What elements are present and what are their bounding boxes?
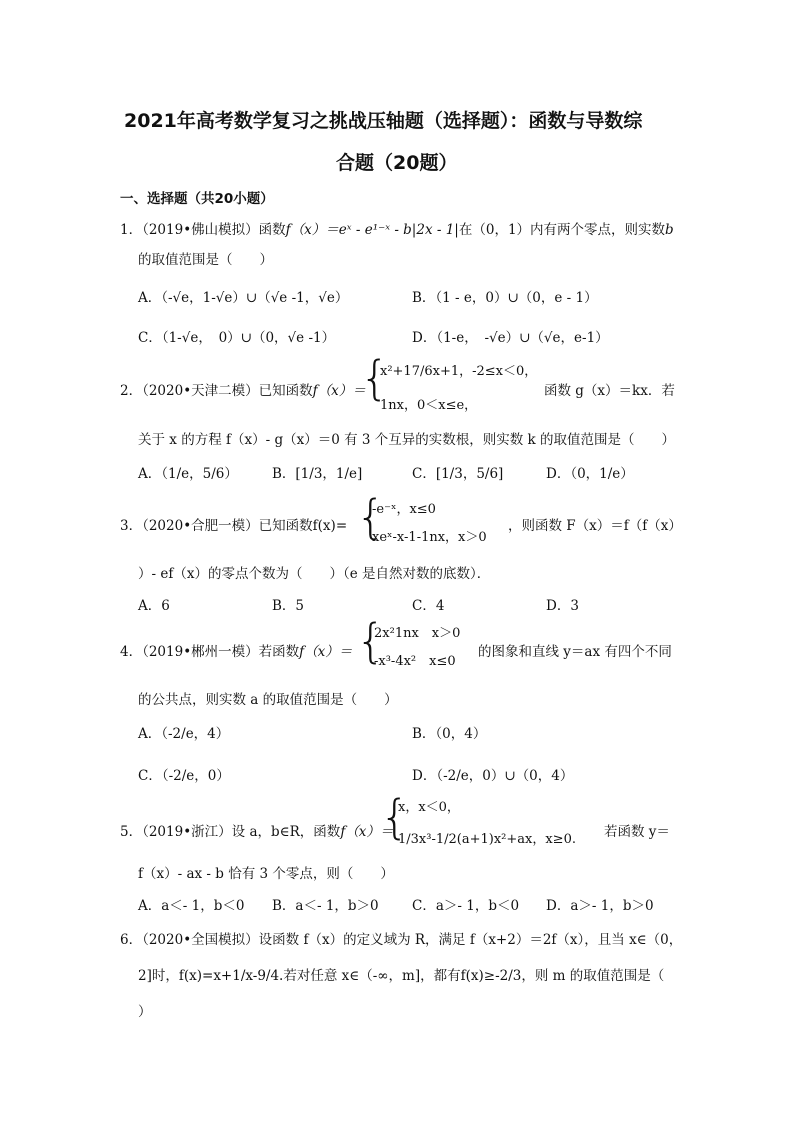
- question-6-line2: [138, 964, 664, 984]
- question-text: 设 a，b∈R，函数: [231, 824, 341, 840]
- option-a: A．a＜- 1，b＜0: [138, 898, 245, 914]
- page-title-line1: 2021年高考数学复习之挑战压轴题（选择题）：函数与导数综: [124, 110, 643, 132]
- question-text: ，则函数 F（x）＝f（f（x）: [508, 518, 682, 534]
- question-source: （2019•郴州一模）: [142, 644, 259, 660]
- piecewise-case-1: -e⁻ˣ，x≤0: [372, 502, 436, 517]
- option-d: D．（1-e， -√e）∪（√e，e-1）: [412, 330, 609, 346]
- option-d: D．a＞- 1，b＞0: [546, 898, 654, 914]
- piecewise-brace: {: [356, 614, 386, 668]
- question-number: 1．: [120, 222, 143, 238]
- variable: b: [665, 222, 674, 238]
- option-a: A．（-2/e，4）: [138, 726, 230, 742]
- question-text: 已知函数: [258, 518, 313, 534]
- option-a: A．（1/e，5/6）: [138, 466, 238, 482]
- question-1: [120, 218, 674, 238]
- question-number: 5．: [120, 824, 143, 840]
- option-c: C．[1/3，5/6]: [412, 466, 504, 482]
- question-3: [120, 514, 347, 534]
- piecewise-brace: {: [360, 351, 390, 405]
- function-expression: f(x)=: [312, 518, 348, 534]
- option-a: A．6: [138, 598, 170, 614]
- piecewise-case-2: 1nx，0＜x≤e，: [380, 398, 478, 413]
- piecewise-case-2: xeˣ-x-1-1nx，x＞0: [372, 530, 487, 545]
- option-a: A．（-√e，1-√e）∪（√e -1，√e）: [138, 290, 349, 306]
- question-6: [120, 928, 682, 948]
- question-text: .若对任意 x∈（-∞，m]，都有: [279, 968, 461, 984]
- option-c: C．a＞- 1，b＜0: [412, 898, 520, 914]
- question-text: 函数 g（x）＝kx．若: [544, 383, 675, 399]
- option-d: D．3: [546, 598, 579, 614]
- question-text: ，则 m 的取值范围是（: [521, 968, 665, 984]
- piecewise-brace: {: [380, 790, 410, 844]
- option-c: C．4: [412, 598, 445, 614]
- question-source: （2019•佛山模拟）: [142, 222, 259, 238]
- question-text: 2]时，: [138, 968, 179, 984]
- question-text: 函数: [258, 222, 286, 238]
- page-title-line2: 合题（20题）: [336, 152, 458, 174]
- question-4: [120, 640, 352, 660]
- option-c: C．（1-√e， 0）∪（0，√e -1）: [138, 330, 336, 346]
- question-text: 的图象和直线 y＝ax 有四个不同: [478, 644, 672, 660]
- option-d: D．（-2/e，0）∪（0，4）: [412, 768, 574, 784]
- question-text: 设函数 f（x）的定义域为 R，满足 f（x+2）＝2f（x），且当 x∈（0，: [258, 932, 683, 948]
- question-number: 4．: [120, 644, 143, 660]
- piecewise-case-1: x²+17/6x+1，-2≤x＜0，: [380, 364, 538, 379]
- question-2-line2: 关于 x 的方程 f（x）- g（x）＝0 有 3 个互异的实数根，则实数 k 的取值范围是（ ）: [138, 432, 676, 448]
- question-number: 2．: [120, 383, 143, 399]
- question-source: （2020•合肥一模）: [142, 518, 259, 534]
- option-d: D．（0，1/e）: [546, 466, 634, 482]
- option-b: B．（1 - e，0）∪（0，e - 1）: [412, 290, 598, 306]
- piecewise-case-1: x，x＜0，: [398, 800, 460, 815]
- question-4-line2: 的公共点，则实数 a 的取值范围是（ ）: [138, 692, 398, 708]
- question-text: 在（0，1）内有两个零点，则实数: [458, 222, 666, 238]
- question-2: [120, 379, 366, 399]
- function-expression: f（x）＝eˣ - e¹⁻ˣ - b|2x - 1|: [285, 222, 459, 238]
- question-5-line2: f（x）- ax - b 恰有 3 个零点，则（ ）: [138, 866, 394, 882]
- function-expression: f（x）＝: [340, 824, 394, 840]
- option-b: B．[1/3，1/e]: [272, 466, 363, 482]
- inequality-expression: f(x)≥-2/3: [460, 968, 522, 984]
- question-text: 若函数 y＝: [604, 824, 670, 840]
- option-b: B．a＜- 1，b＞0: [272, 898, 379, 914]
- option-c: C．（-2/e，0）: [138, 768, 230, 784]
- question-1-line2: 的取值范围是（ ）: [138, 252, 273, 268]
- piecewise-case-2: -x³-4x² x≤0: [374, 654, 456, 669]
- question-3-line2: ）- ef（x）的零点个数为（ ）（e 是自然对数的底数）．: [138, 566, 491, 582]
- section-heading: 一、选择题（共20小题）: [120, 191, 274, 207]
- question-5: [120, 820, 393, 840]
- question-text: 已知函数: [258, 383, 313, 399]
- option-b: B．（0，4）: [412, 726, 487, 742]
- question-number: 6．: [120, 932, 143, 948]
- function-expression: f(x)=x+1/x-9/4: [178, 968, 280, 984]
- function-expression: f（x）＝: [299, 644, 353, 660]
- question-source: （2020•天津二模）: [142, 383, 259, 399]
- question-6-line3: ）: [138, 1004, 152, 1020]
- question-source: （2019•浙江）: [142, 824, 232, 840]
- question-text: 若函数: [258, 644, 300, 660]
- piecewise-case-2: 1/3x³-1/2(a+1)x²+ax，x≥0.: [398, 832, 576, 847]
- piecewise-brace: {: [356, 490, 386, 544]
- option-b: B．5: [272, 598, 305, 614]
- question-source: （2020•全国模拟）: [142, 932, 259, 948]
- piecewise-case-1: 2x²1nx x＞0: [374, 626, 461, 641]
- function-expression: f（x）＝: [312, 383, 366, 399]
- question-number: 3．: [120, 518, 143, 534]
